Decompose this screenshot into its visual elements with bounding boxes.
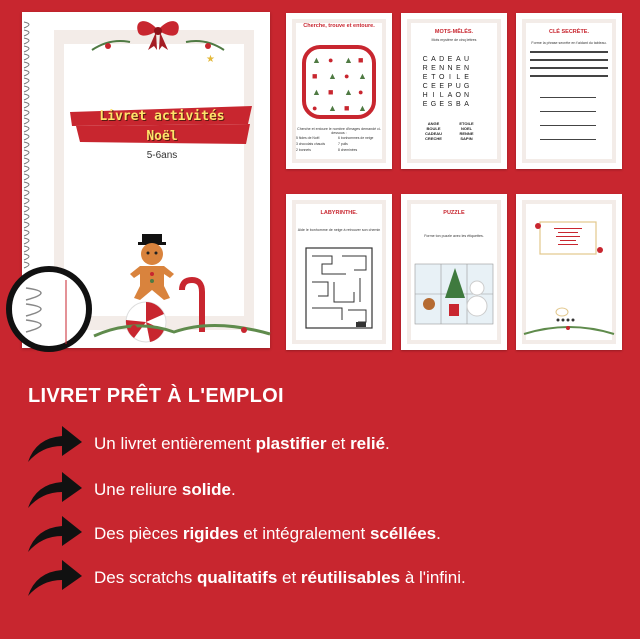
grid-cell: O (455, 92, 461, 99)
puzzle-picture-icon (415, 264, 493, 324)
grid-cell: N (447, 65, 453, 72)
cover-title-line1: Livret activités (99, 109, 225, 124)
list-item: CADEAU (424, 131, 443, 136)
svg-text:★: ★ (206, 54, 215, 65)
bullet-scratchs (26, 558, 626, 598)
grid-cell: O (438, 74, 445, 81)
svg-text:▲: ▲ (328, 103, 337, 113)
page-mots-meles (401, 13, 507, 169)
page-labyrinthe-title: LABYRINTHE. (320, 210, 358, 216)
svg-text:■: ■ (328, 87, 334, 97)
list-item: CRECHE (425, 136, 442, 141)
grid-cell: D (439, 56, 445, 63)
list-item: SAPIN (460, 136, 473, 141)
svg-text:●: ● (358, 87, 364, 97)
list-item: 3 chocolats chauds (296, 142, 326, 146)
grid-cell: E (431, 65, 436, 72)
grid-cell: N (439, 65, 445, 72)
list-item: 8 cheminées (338, 148, 358, 152)
page-cherche-title: Cherche, trouve et entoure. (303, 23, 375, 29)
bullet-text: Un livret entièrement plastifier et relié. (94, 434, 390, 453)
page-labyrinthe (286, 194, 392, 350)
svg-text:■: ■ (358, 55, 364, 65)
grid-cell: I (449, 74, 451, 81)
grid-cell: L (439, 92, 444, 99)
grid-cell: E (422, 74, 428, 81)
page-motsmeles-subtitle: Mots mystère de cinq lettres (431, 38, 477, 42)
grid-cell: T (431, 74, 436, 81)
maze-icon (302, 238, 376, 334)
grid-cell: P (447, 83, 453, 90)
grid-cell (471, 91, 479, 100)
curved-arrow-icon (26, 558, 84, 598)
grid-cell: S (447, 101, 453, 108)
cipher-table-icon (530, 51, 608, 155)
info-card-icon (532, 218, 606, 258)
page-cle-instruction: Forme la phrase secrète en t'aidant du tableau. (531, 41, 607, 45)
page-back-cover (516, 194, 622, 350)
list-item: NOEL (460, 126, 473, 131)
grid-cell (471, 100, 479, 109)
grid-cell: E (439, 101, 445, 108)
holly-branches-icon (88, 28, 228, 65)
svg-text:●: ● (328, 55, 334, 65)
page-puzzle-title: PUZZLE (443, 210, 465, 216)
grid-cell: B (455, 101, 461, 108)
svg-text:●: ● (344, 71, 350, 81)
cover-title (82, 107, 242, 147)
bullet-pieces (26, 514, 626, 554)
svg-text:▲: ▲ (312, 87, 321, 97)
grid-cell: A (447, 92, 453, 99)
grid-cell (471, 64, 479, 73)
grid-cell: E (439, 83, 445, 90)
svg-text:▲: ▲ (312, 55, 321, 65)
cover-age: 5-6ans (146, 150, 178, 161)
grid-cell: A (455, 56, 461, 63)
grid-cell: N (464, 65, 470, 72)
list-item: ANGE (427, 121, 440, 126)
page-cherche-instruction: Cherche et entoure le nombre d'images demandé ci-dessous : (297, 127, 381, 135)
svg-text:▲: ▲ (358, 71, 367, 81)
list-item: 2 bonnets (296, 148, 311, 152)
bullet-plastifier (26, 424, 626, 464)
bottom-greenery-icon (94, 312, 270, 346)
list-item: 6 bonhommes de neige (338, 136, 374, 140)
grid-cell: E (455, 65, 461, 72)
grid-cell (471, 55, 479, 64)
bullet-reliure (26, 470, 626, 510)
word-list (417, 121, 483, 141)
page-puzzle (401, 194, 507, 350)
bullet-text: Des scratchs qualitatifs et réutilisables à l'infini. (94, 568, 466, 587)
word-search-grid (421, 55, 479, 109)
grid-cell: A (464, 101, 469, 108)
page-cherche-list (296, 135, 380, 153)
grid-cell: U (464, 56, 470, 63)
grid-cell: C (422, 56, 428, 63)
svg-text:▲: ▲ (328, 71, 337, 81)
list-item: ETOILE (459, 121, 474, 126)
curved-arrow-icon (26, 424, 84, 464)
svg-text:▲: ▲ (344, 87, 353, 97)
curved-arrow-icon (26, 470, 84, 510)
bottom-holly-icon (524, 320, 614, 338)
page-labyrinthe-instruction: Aide le bonhomme de neige à retrouver son chemin (297, 228, 381, 232)
cover-title-line2: Noël (146, 129, 178, 144)
grid-cell: A (431, 56, 436, 63)
grid-cell: E (464, 74, 469, 81)
list-item: BOULE (426, 126, 441, 131)
bullet-text: Une reliure solide. (94, 480, 236, 499)
grid-cell: U (455, 83, 461, 90)
magnifier-detail (6, 266, 92, 352)
page-motsmeles-title: MOTS-MÊLÉS. (434, 29, 474, 35)
seek-find-illustration (302, 45, 376, 119)
grid-cell (471, 73, 479, 82)
svg-text:■: ■ (312, 71, 318, 81)
spiral-closeup-icon (22, 280, 82, 344)
svg-text:●: ● (312, 103, 318, 113)
page-cle-title: CLÉ SECRÈTE. (548, 29, 590, 35)
grid-cell: E (431, 83, 436, 90)
page-cle-secrete (516, 13, 622, 169)
svg-text:▲: ▲ (358, 103, 367, 113)
bullet-text: Des pièces rigides et intégralement scéllées. (94, 524, 441, 543)
gingerbread-icon (128, 234, 176, 300)
grid-cell: E (447, 56, 453, 63)
grid-cell: E (422, 101, 428, 108)
grid-cell: C (422, 83, 428, 90)
grid-cell: G (430, 101, 437, 108)
list-item: 5 fioles de Noël (296, 136, 320, 140)
grid-cell: L (456, 74, 461, 81)
curved-arrow-icon (26, 514, 84, 554)
grid-cell: N (464, 92, 470, 99)
grid-cell: I (432, 92, 435, 99)
page-puzzle-instruction: Forme ton puzzle avec les étiquettes. (424, 234, 484, 238)
list-item: 7 pulls (338, 142, 348, 146)
page-cherche-trouve (286, 13, 392, 169)
grid-cell: R (422, 65, 428, 72)
list-item: RENNE (459, 131, 474, 136)
grid-cell: H (422, 92, 428, 99)
svg-text:■: ■ (344, 103, 350, 113)
grid-cell (471, 82, 479, 91)
headline: LIVRET PRÊT À L'EMPLOI (28, 385, 284, 407)
grid-cell: G (463, 83, 470, 90)
svg-text:▲: ▲ (344, 55, 353, 65)
